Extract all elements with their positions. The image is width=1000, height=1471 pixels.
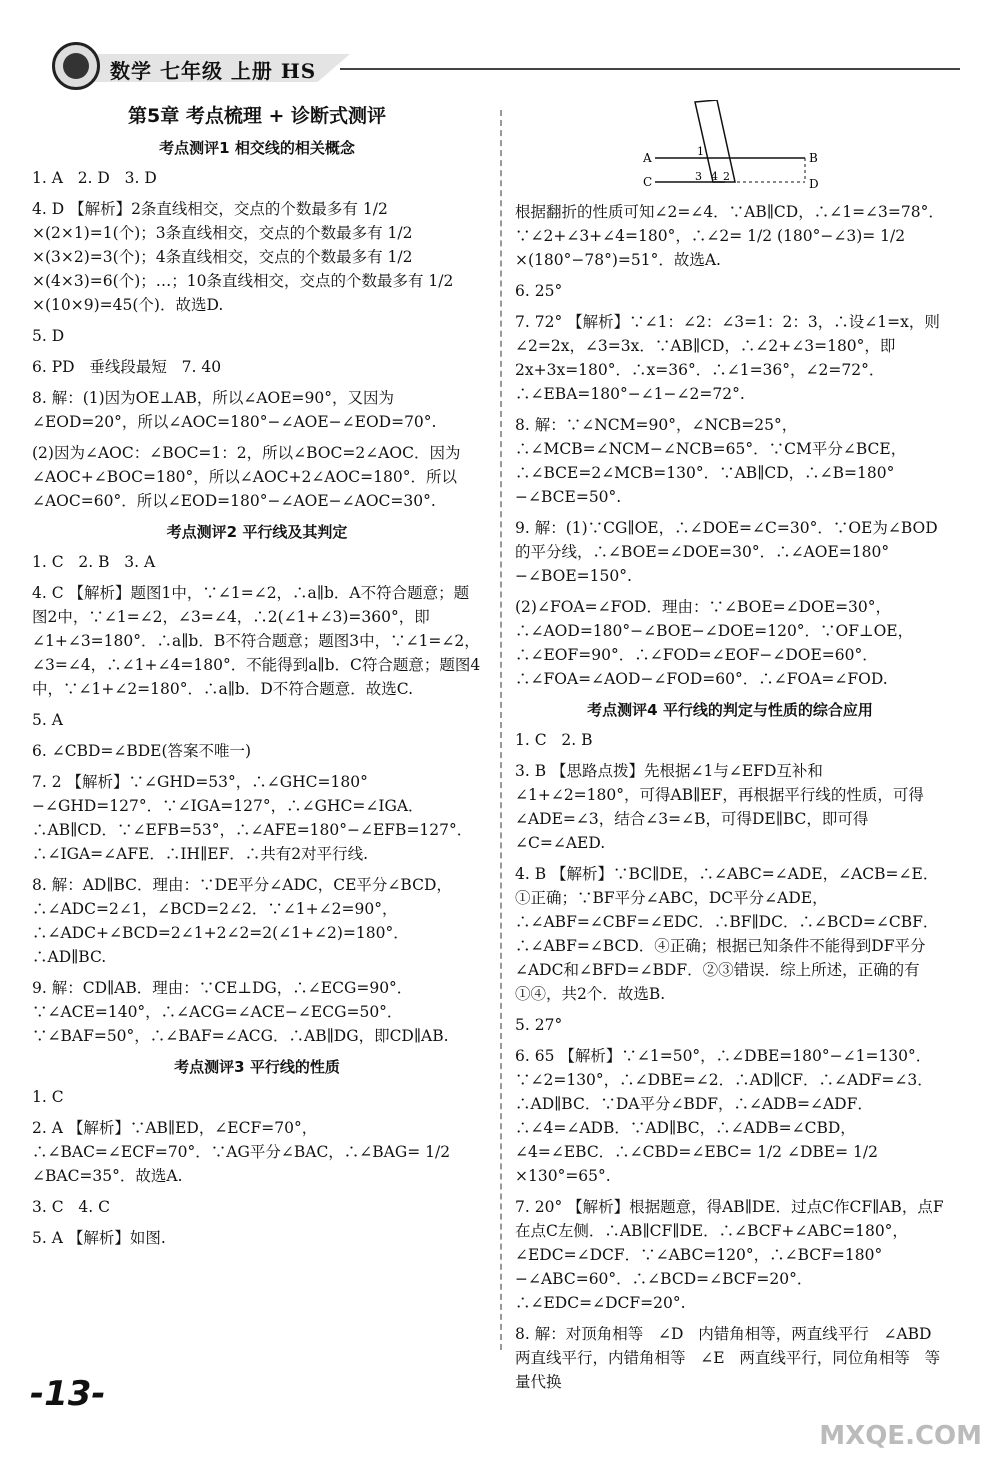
answer-item: 8. 解：(1)因为OE⊥AB，所以∠AOE=90°，又因为∠EOD=20°，所以∠AOC=180°−∠AOE−∠EOD=70°. bbox=[32, 389, 437, 431]
left-column bbox=[32, 100, 482, 1257]
answer-item: 4. B 【解析】∵BC∥DE，∴∠ABC=∠ADE，∠ACB=∠E．①正确；∵BF平分∠ABC，DC平分∠ADE，∴∠ABF=∠CBF=∠EDC．∴BF∥DC．∴∠BCD=∠CBF．∴∠ABF=∠BCD．④正确；根据已知条件不能得到DF平分∠ADC和∠BFD=∠BDF．②③错误．综上所述，正确的有①④，共2个．故选B. bbox=[515, 865, 939, 1003]
section-title: 考点测评4 平行线的判定与性质的综合应用 bbox=[587, 701, 873, 719]
answer-item: (2)∠FOA=∠FOD．理由：∵∠BOE=∠DOE=30°，∴∠AOD=180°−∠BOE−∠DOE=120°．∵OF⊥OE，∴∠EOF=90°．∴∠FOD=∠EOF−∠DOE=60°．∴∠FOA=∠AOD−∠FOD=60°．∴∠FOA=∠FOD. bbox=[515, 598, 914, 688]
angle-4: 4 bbox=[711, 170, 718, 183]
chapter-title: 第5章 考点梳理 + 诊断式测评 bbox=[128, 105, 386, 127]
answer-item: 8. 解：AD∥BC．理由：∵DE平分∠ADC，CE平分∠BCD，∴∠ADC=2∠1，∠BCD=2∠2．∵∠1+∠2=90°，∴∠ADC+∠BCD=2∠1+2∠2=2(∠1+∠2)=180°．∴AD∥BC. bbox=[32, 876, 452, 966]
angle-1: 1 bbox=[697, 145, 704, 158]
answer-item: 5. A bbox=[32, 711, 63, 729]
answer-item: 7. 20° 【解析】根据题意，得AB∥DE．过点C作CF∥AB，点F在点C左侧．∴AB∥CF∥DE．∴∠BCF+∠ABC=180°，∠EDC=∠DCF．∵∠ABC=120°，∴∠BCF=180°−∠ABC=60°．∴∠BCD=∠BCF=20°．∴∠EDC=∠DCF=20°. bbox=[515, 1198, 944, 1312]
watermark: MXQE.COM bbox=[819, 1421, 982, 1451]
answer-item: 1. C 2. B 3. A bbox=[32, 553, 156, 571]
answer-item: 8. 解：∵∠NCM=90°，∠NCB=25°，∴∠MCB=∠NCM−∠NCB=65°．∵CM平分∠BCE，∴∠BCE=2∠MCB=130°．∵AB∥CD，∴∠B=180°−∠BCE=50°. bbox=[515, 416, 907, 506]
answer-item: 3. B 【思路点拨】先根据∠1与∠EFD互补和∠1+∠2=180°，可得AB∥EF，再根据平行线的性质，可得∠ADE=∠3，结合∠3=∠B，可得DE∥BC，即可得∠C=∠AED. bbox=[515, 762, 924, 852]
answer-item: 9. 解：CD∥AB．理由：∵CE⊥DG，∴∠ECG=90°．∵∠ACE=140°，∴∠ACG=∠ACE−∠ECG=50°．∵∠BAF=50°，∴∠BAF=∠ACG．∴AB∥DG，即CD∥AB. bbox=[32, 979, 449, 1045]
answer-item: 7. 2 【解析】∵∠GHD=53°，∴∠GHC=180°−∠GHD=127°．∵∠IGA=127°，∴∠GHC=∠IGA．∴AB∥CD．∵∠EFB=53°，∴∠AFE=180°−∠EFB=127°．∴∠IGA=∠AFE．∴IH∥EF．∴共有2对平行线. bbox=[32, 773, 473, 863]
book-title: 数学 七年级 上册 HS bbox=[110, 59, 317, 83]
page-header bbox=[40, 42, 960, 98]
right-column bbox=[515, 100, 945, 1401]
label-D: D bbox=[809, 177, 819, 191]
answer-item: 4. C 【解析】题图1中，∵∠1=∠2，∴a∥b．A不符合题意；题图2中，∵∠1=∠2，∠3=∠4，∴2(∠1+∠3)=360°，即∠1+∠3=180°．∴a∥b．B不符合题意；题图3中，∵∠1=∠2，∠3=∠4，∴∠1+∠4=180°．不能得到a∥b．C符合题意；题图4中，∵∠1+∠2=180°．∴a∥b．D不符合题意．故选C. bbox=[32, 584, 481, 698]
answer-item: 1. C 2. B bbox=[515, 731, 593, 749]
answer-item: 6. 25° bbox=[515, 282, 563, 300]
angle-2: 2 bbox=[723, 170, 730, 183]
brand-logo-icon bbox=[52, 42, 100, 90]
answer-item: 根据翻折的性质可知∠2=∠4．∵AB∥CD，∴∠1=∠3=78°．∵∠2+∠3+∠4=180°，∴∠2= 1/2 (180°−∠3)= 1/2 ×(180°−78°)=51°．故选A. bbox=[515, 203, 944, 269]
column-divider bbox=[500, 110, 502, 1350]
answer-item: 5. 27° bbox=[515, 1016, 563, 1034]
label-A: A bbox=[643, 151, 652, 165]
answer-item: 4. D 【解析】2条直线相交，交点的个数最多有 1/2 ×(2×1)=1(个)；3条直线相交，交点的个数最多有 1/2 ×(3×2)=3(个)；4条直线相交，交点的个数最多有 1/2 ×(4×3)=6(个)；…；10条直线相交，交点的个数最多有 1/2 ×(10×9)=45(个)．故选D. bbox=[32, 200, 459, 314]
answer-item: 7. 72° 【解析】∵∠1：∠2：∠3=1：2：3，∴设∠1=x，则∠2=2x，∠3=3x．∵AB∥CD，∴∠2+∠3=180°，即2x+3x=180°．∴x=36°．∴∠1=36°，∠2=72°．∴∠EBA=180°−∠1−∠2=72°. bbox=[515, 313, 940, 403]
answer-item: 9. 解：(1)∵CG∥OE，∴∠DOE=∠C=30°．∵OE为∠BOD的平分线，∴∠BOE=∠DOE=30°．∴∠AOE=180°−∠BOE=150°. bbox=[515, 519, 938, 585]
answer-item: (2)因为∠AOC：∠BOC=1：2，所以∠BOC=2∠AOC．因为∠AOC+∠BOC=180°，所以∠AOC+2∠AOC=180°．所以∠AOC=60°．所以∠EOD=180°−∠AOE−∠AOC=30°. bbox=[32, 444, 461, 510]
folding-diagram bbox=[635, 100, 835, 200]
page-number: -13- bbox=[30, 1374, 106, 1414]
section-title: 考点测评2 平行线及其判定 bbox=[166, 523, 348, 541]
label-C: C bbox=[643, 175, 653, 189]
answer-item: 8. 解：对顶角相等 ∠D 内错角相等，两直线平行 ∠ABD 两直线平行，内错角相等 ∠E 两直线平行，同位角相等 等量代换 bbox=[515, 1325, 947, 1391]
answer-item: 2. A 【解析】∵AB∥ED，∠ECF=70°，∴∠BAC=∠ECF=70°．∵AG平分∠BAC，∴∠BAG= 1/2 ∠BAC=35°．故选A. bbox=[32, 1119, 456, 1185]
answer-item: 1. A 2. D 3. D bbox=[32, 169, 157, 187]
answer-item: 6. ∠CBD=∠BDE(答案不唯一) bbox=[32, 742, 252, 760]
answer-item: 6. 65 【解析】∵∠1=50°，∴∠DBE=180°−∠1=130°．∵∠2=130°，∴∠DBE=∠2．∴AD∥CF．∴∠ADF=∠3．∴AD∥BC．∵DA平分∠BDF，∴∠ADB=∠ADF．∴∠4=∠ADB．∵AD∥BC，∴∠ADB=∠CBD，∠4=∠EBC．∴∠CBD=∠EBC= 1/2 ∠DBE= 1/2 ×130°=65°. bbox=[515, 1047, 933, 1185]
angle-3: 3 bbox=[695, 170, 702, 183]
header-rule bbox=[340, 68, 960, 70]
answer-item: 3. C 4. C bbox=[32, 1198, 110, 1216]
section-title: 考点测评1 相交线的相关概念 bbox=[159, 139, 355, 157]
answer-item: 6. PD 垂线段最短 7. 40 bbox=[32, 358, 222, 376]
label-B: B bbox=[809, 151, 818, 165]
folding-figure bbox=[635, 100, 945, 200]
answer-item: 5. D bbox=[32, 327, 65, 345]
answer-item: 5. A 【解析】如图. bbox=[32, 1229, 166, 1247]
answer-item: 1. C bbox=[32, 1088, 64, 1106]
section-title: 考点测评3 平行线的性质 bbox=[174, 1058, 340, 1076]
